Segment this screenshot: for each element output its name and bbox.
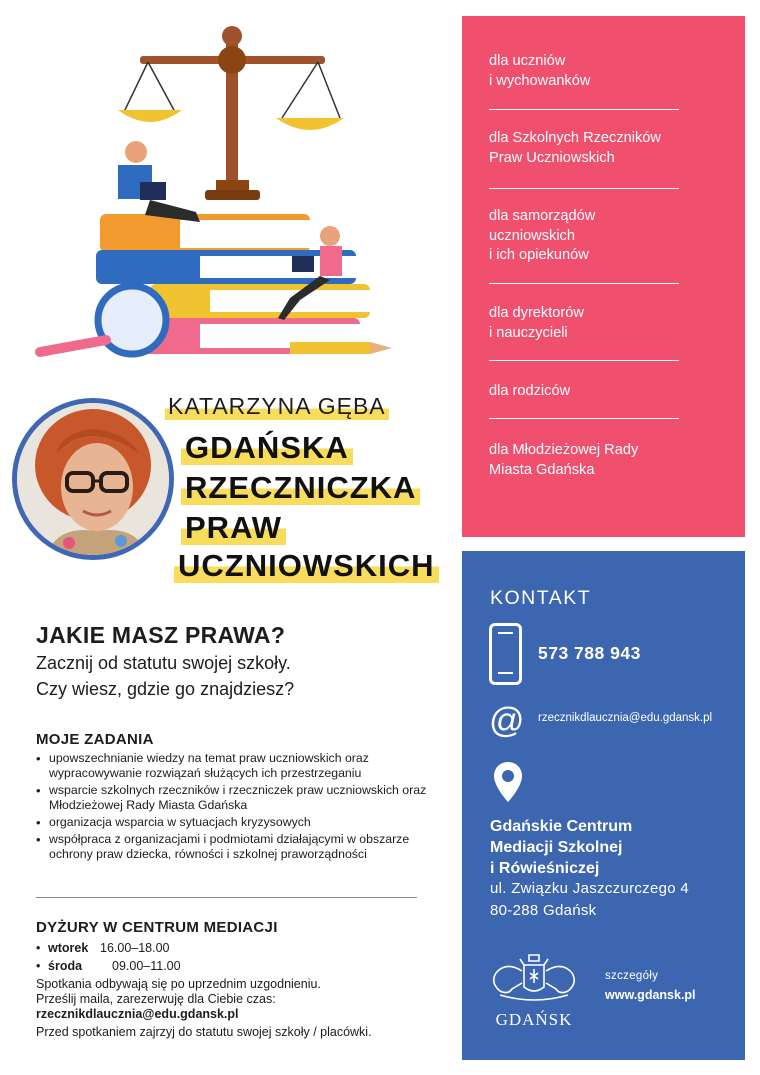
statute-note: Przed spotkaniem zajrzyj do statutu swojej szkoły / placówki. — [36, 1025, 372, 1039]
audience-item-school-ombudsmen — [489, 129, 689, 168]
website-link[interactable]: www.gdansk.pl — [605, 988, 696, 1002]
task-item: • upowszechnianie wiedzy na temat praw uczniowskich oraz wypracowywanie rozwiązań służących ich przestrzeganiu — [36, 751, 436, 781]
appointment-note: Spotkania odbywają się po uprzednim uzgodnieniu. — [36, 977, 321, 991]
audience-line-text: i wychowanków — [489, 72, 591, 89]
rights-subtext-1: Zacznij od statutu swojej szkoły. — [36, 653, 291, 673]
task-item: • wsparcie szkolnych rzeczników i rzeczniczek praw uczniowskich oraz Młodzieżowej Rady Miasta Gdańska — [36, 783, 436, 813]
duty-day: wtorek — [48, 941, 89, 955]
org-line: Gdańskie Centrum — [490, 818, 633, 835]
task-item: • organizacja wsparcia w sytuacjach kryzysowych — [36, 815, 436, 830]
tasks-heading: MOJE ZADANIA — [36, 731, 154, 748]
organization-name — [490, 816, 632, 879]
audience-line-text: uczniowskich — [489, 227, 575, 244]
duty-hours: 16.00–18.00 — [100, 941, 170, 955]
audience-line-text: i nauczycieli — [489, 324, 568, 341]
rights-heading: JAKIE MASZ PRAWA? — [36, 622, 286, 648]
audience-line-text: dla uczniów — [489, 53, 566, 69]
duty-row — [36, 941, 170, 955]
audience-divider — [489, 418, 679, 419]
details-label: szczegóły — [605, 970, 659, 982]
audience-item-parents — [489, 382, 689, 402]
gdansk-logo-text: GDAŃSK — [495, 1010, 573, 1029]
audience-line-text: i ich opiekunów — [489, 247, 589, 263]
audience-divider — [489, 360, 679, 361]
task-item: • współpraca z organizacjami i podmiotami działającymi w obszarze ochrony praw dziecka, równości i szkolnej praworządności — [36, 832, 436, 862]
phone-number[interactable]: 573 788 943 — [538, 643, 641, 663]
audience-line-text: dla Szkolnych Rzeczników — [489, 130, 661, 146]
contact-email-link[interactable]: rzecznikdlaucznia@edu.gdansk.pl — [36, 1007, 239, 1021]
at-icon: @ — [489, 701, 525, 740]
duty-hours-heading: DYŻURY W CENTRUM MEDIACJI — [36, 919, 278, 936]
audience-divider — [489, 188, 679, 189]
address-city: 80-288 Gdańsk — [490, 902, 597, 919]
section-divider — [36, 897, 417, 898]
audience-line-text: dla rodziców — [489, 383, 571, 399]
audience-line-text: dla Młodzieżowej Rady — [489, 442, 639, 458]
title-line-2: RZECZNICZKA — [181, 471, 420, 505]
title-line-3: PRAW — [181, 511, 286, 545]
phone-icon — [489, 623, 522, 685]
duty-row — [36, 959, 181, 973]
audience-panel — [462, 16, 745, 537]
justice-scale-books-illustration — [0, 0, 430, 380]
org-line: Mediacji Szkolnej — [490, 839, 623, 856]
audience-line-text: Praw Uczniowskich — [489, 149, 615, 166]
org-line: i Rówieśniczej — [490, 860, 600, 877]
location-pin-icon — [493, 761, 523, 803]
tasks-list — [36, 751, 436, 864]
email-note: Prześlij maila, zarezerwuję dla Ciebie czas: — [36, 992, 276, 1006]
audience-divider — [489, 283, 679, 284]
portrait-photo — [12, 398, 174, 560]
contact-email[interactable]: rzecznikdlaucznia@edu.gdansk.pl — [538, 712, 713, 724]
audience-item-student-councils — [489, 207, 689, 266]
person-name: KATARZYNA GĘBA — [165, 393, 389, 420]
address-street: ul. Związku Jaszczurczego 4 — [490, 880, 690, 897]
rights-subtext-2: Czy wiesz, gdzie go znajdziesz? — [36, 679, 295, 699]
duty-day: środa — [48, 959, 83, 973]
duty-hours: 09.00–11.00 — [112, 959, 181, 973]
audience-item-students — [489, 52, 689, 91]
bullet: • — [36, 941, 41, 955]
audience-line-text: dla dyrektorów — [489, 305, 584, 321]
title-line-1: GDAŃSKA — [181, 431, 353, 465]
title-line-4: UCZNIOWSKICH — [174, 549, 439, 583]
audience-item-teachers — [489, 304, 689, 343]
bullet: • — [36, 959, 41, 973]
gdansk-coat-of-arms-icon — [484, 949, 584, 1031]
contact-panel — [462, 551, 745, 1060]
audience-line-text: Miasta Gdańska — [489, 461, 595, 478]
contact-heading: KONTAKT — [490, 587, 592, 609]
audience-item-youth-council — [489, 441, 689, 480]
audience-line-text: dla samorządów — [489, 208, 596, 224]
audience-divider — [489, 109, 679, 110]
